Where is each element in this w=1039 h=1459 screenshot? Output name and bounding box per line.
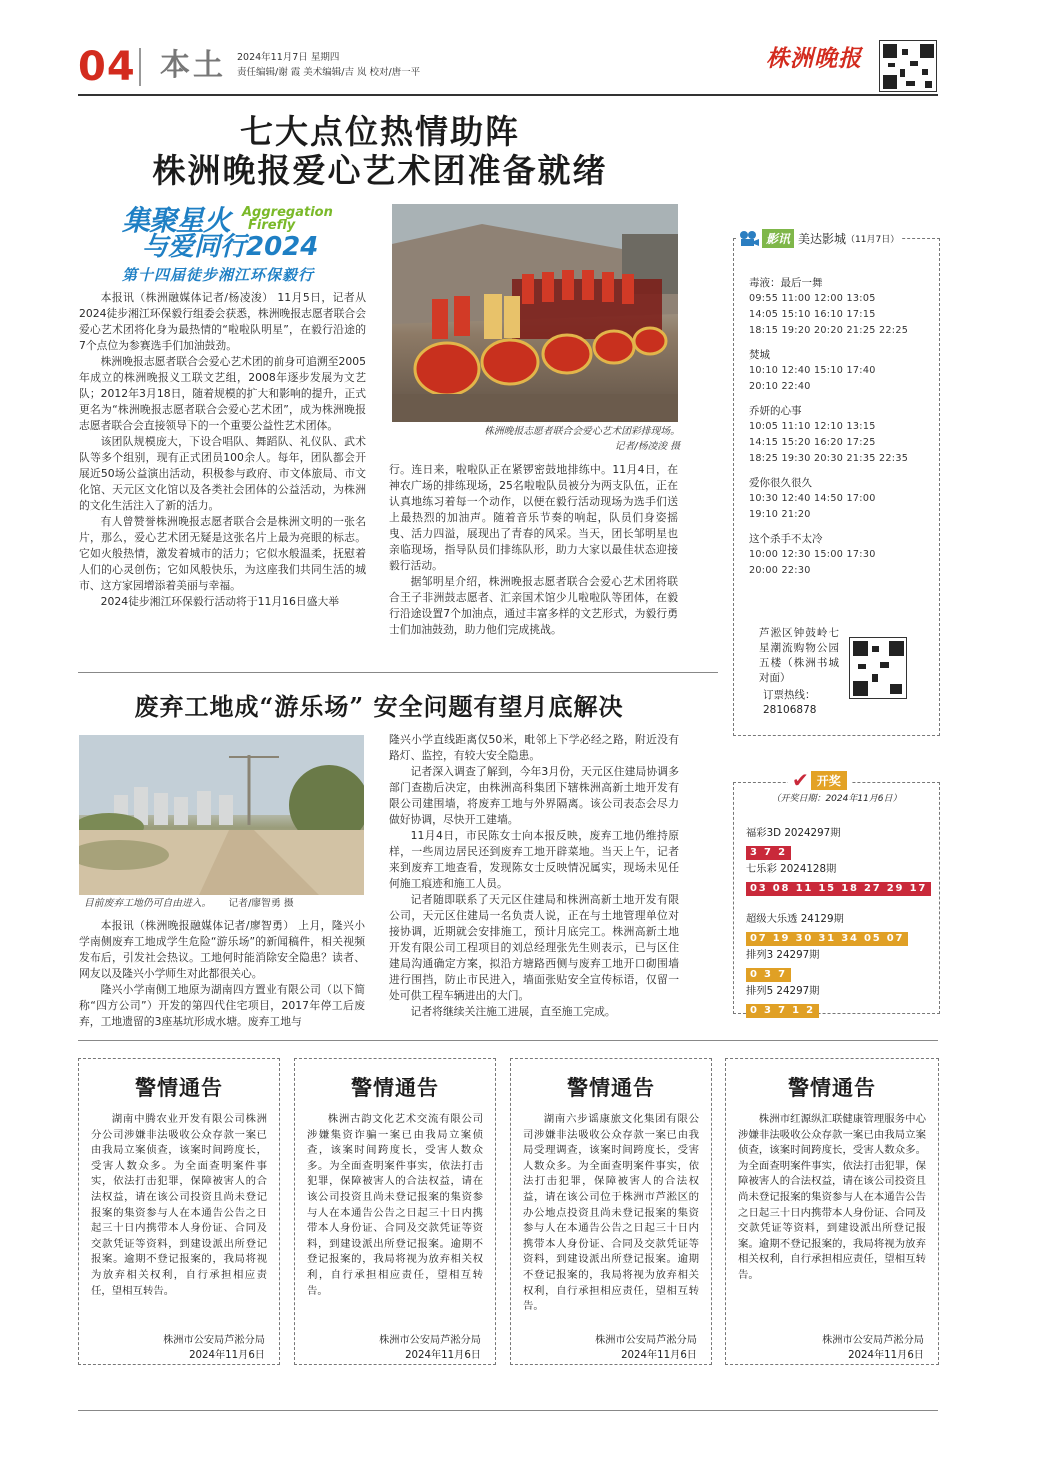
article2-right-column xyxy=(389,732,679,1020)
showtimes: 18:15 19:20 20:20 21:25 22:25 xyxy=(749,325,909,336)
paragraph: 记者将继续关注施工进展，直至施工完成。 xyxy=(410,1005,616,1018)
movie-item xyxy=(749,403,929,467)
notice-signature: 株洲市公安局芦淞分局 xyxy=(379,1335,481,1346)
notice-signature: 株洲市公安局芦淞分局 xyxy=(822,1335,924,1346)
movie-title: 乔妍的心事 xyxy=(749,405,802,417)
movie-title: 毒液：最后一舞 xyxy=(749,277,823,289)
lottery-item xyxy=(746,912,932,946)
section-title: 本土 xyxy=(160,48,226,83)
notice-signature: 株洲市公安局芦淞分局 xyxy=(595,1335,697,1346)
showtimes: 20:00 22:30 xyxy=(749,565,811,576)
section-rule xyxy=(78,672,718,673)
rehearsal-photo-illustration xyxy=(392,204,678,422)
paragraph: 11月4日，市民陈女士向本报反映，废弃工地仍维持原样，一些周边居民还到废弃工地开辟菜地。当天上午，记者来到废弃工地查看，发现陈女士反映情况属实，现场未见任何施工痕迹和施工人员。 xyxy=(389,829,679,890)
photo2-caption: 目前废弃工地仍可自由进入。 记者/廖智勇 摄 xyxy=(84,898,294,909)
showtimes: 10:05 11:10 12:10 13:15 xyxy=(749,421,876,432)
notice-body: 湖南中腾农业开发有限公司株洲分公司涉嫌非法吸收公众存款一案已由我局立案侦查，该案时间跨度长，受害人数众多。为全面查明案件事实，依法打击犯罪，保障被害人的合法权益，请在该公司投资且尚未登记报案的集资参与人在本通告公告之日起三十日内携带本人身份证、合同及交款凭证等资料，到建设派出所登记报案。逾期不登记报案的，我局将视为放弃相关权利，自行承担相应责任，望相互转告。 xyxy=(91,1113,267,1297)
event-logo-title: 集聚星火 xyxy=(122,204,231,237)
photo1-caption: 株洲晚报志愿者联合会爱心艺术团彩排现场。 记者/杨凌浚 摄 xyxy=(484,426,680,452)
editors-line: 责任编辑/谢 霞 美术编辑/吉 岚 校对/唐一平 xyxy=(237,67,421,78)
notices-rule xyxy=(78,1040,938,1041)
notice-date: 2024年11月6日 xyxy=(848,1350,924,1361)
notice-body: 湖南六步谣康旅文化集团有限公司涉嫌非法吸收公众存款一案已由我局受理调查，该案时间跨度长，受害人数众多。为全面查明案件事实，依法打击犯罪，保障被害人的合法权益，请在该公司位于株洲市芦淞区的办公地点投资且尚未登记报案的集资参与人在本通告公告之日起三十日内携带本人身份证、合同及交款凭证等资料，到建设派出所登记报案。逾期不登记报案的，我局将视为放弃相关权利，自行承担相应责任，望相互转告。 xyxy=(523,1113,699,1313)
event-logo-subtitle: 与爱同行2024 xyxy=(142,232,319,262)
police-notice-1 xyxy=(78,1058,280,1365)
police-notice-3 xyxy=(510,1058,712,1365)
movie-list xyxy=(749,275,929,579)
paragraph: 本报讯（株洲融媒体记者/杨凌浚） 11月5日，记者从2024徒步湘江环保毅行组委会获悉，株洲晚报志愿者联合会爱心艺术团将化身为最热情的“啦啦队明星”，在毅行沿途的7个点位为参赛选手们加油鼓劲。 xyxy=(79,291,366,352)
notice-body: 株洲古韵文化艺术交流有限公司涉嫌集资诈骗一案已由我局立案侦查，该案时间跨度长，受害人数众多。为全面查明案件事实，依法打击犯罪，保障被害人的合法权益，请在该公司投资且尚未登记报案的集资参与人在本通告公告之日起三十日内携带本人身份证、合同及交款凭证等资料，到建设派出所登记报案。逾期不登记报案的，我局将视为放弃相关权利，自行承担相应责任，望相互转告。 xyxy=(307,1113,483,1297)
event-logo-tagline: 第十四届徒步湘江环保毅行 xyxy=(122,266,315,284)
paragraph: 株洲晚报志愿者联合会爱心艺术团的前身可追溯至2005年成立的株洲晚报义工联文艺组，2008年逐步发展为文艺队；2012年3月18日，随着规模的扩大和影响的提升，正式更名为“株洲晚报志愿者联合会爱心艺术团”，成为株洲晚报志愿者联合会直接领导下的一个重要公益性艺术团体。 xyxy=(79,355,366,432)
movie-item xyxy=(749,275,929,339)
lottery-number: 0 3 7 1 2 xyxy=(746,1004,819,1018)
event-logo-english: Aggregation Firefly xyxy=(242,205,333,233)
movie-title: 这个杀手不太冷 xyxy=(749,533,823,545)
header-meta xyxy=(237,50,420,80)
construction-site-photo xyxy=(79,735,364,895)
lottery-item xyxy=(746,826,932,860)
page-number: 04 xyxy=(78,44,136,90)
lottery-number: 0 3 7 xyxy=(746,968,791,982)
lottery-list xyxy=(746,826,932,1018)
issue-date: 2024年11月7日 星期四 xyxy=(237,52,340,63)
lottery-name: 七乐彩 2024128期 xyxy=(746,863,837,875)
showtimes: 10:30 12:40 14:50 17:00 xyxy=(749,493,876,504)
notice-title: 警情通告 xyxy=(351,1076,439,1100)
paragraph: 隆兴小学直线距离仅50米，毗邻上下学必经之路，附近没有路灯、监控，有较大安全隐患。 xyxy=(389,733,679,762)
cinema-hotline: 订票热线： 28106878 xyxy=(763,689,817,716)
cinema-date: （11月7日） xyxy=(846,235,900,245)
newspaper-logo: 株洲晚报 xyxy=(766,45,862,72)
police-notice-4 xyxy=(725,1058,939,1365)
paragraph: 据邹明星介绍，株洲晚报志愿者联合会爱心艺术团将联合王子非洲鼓志愿者、汇亲国术馆少儿啦啦队等团体，在毅行沿途设置7个加油点，通过丰富多样的文艺形式，为毅行勇士们加油鼓劲，助力他们完成挑战。 xyxy=(389,575,678,636)
lottery-label: 开奖 xyxy=(811,771,847,790)
notice-title: 警情通告 xyxy=(567,1076,655,1100)
cinema-header xyxy=(736,229,902,248)
lottery-number: 07 19 30 31 34 05 07 xyxy=(746,932,908,946)
lottery-number: 3 7 2 xyxy=(746,846,791,860)
film-camera-icon xyxy=(739,230,759,248)
lottery-header xyxy=(788,770,851,790)
qr-code-icon xyxy=(879,40,937,92)
paragraph: 记者深入调查了解到，今年3月份，天元区住建局协调多部门查勘后决定，由株洲高科集团下辖株洲高新土地开发有限公司建围墙，将废弃工地与外界隔离。该公司表态会尽力做好协调，尽快开工建墙。 xyxy=(389,765,679,826)
checkmark-icon: ✔ xyxy=(792,768,809,792)
article1-title-line2: 株洲晚报爱心艺术团准备就绪 xyxy=(152,151,608,190)
lottery-item xyxy=(746,984,932,1018)
article1-right-column xyxy=(389,462,678,638)
showtimes: 14:05 15:10 16:10 17:15 xyxy=(749,309,876,320)
movie-item xyxy=(749,531,929,579)
notice-title: 警情通告 xyxy=(135,1076,223,1100)
lottery-name: 超级大乐透 24129期 xyxy=(746,913,844,925)
cinema-name: 美达影城 xyxy=(798,232,847,246)
paragraph: 该团队规模庞大，下设合唱队、舞蹈队、礼仪队、武术队等多个组别，现有正式团员100余人。每年，团队都会开展近50场公益演出活动，积极参与政府、市文体旅局、市文化馆、天元区文化馆以及各类社会团体的公益活动，为株洲的文化生活注入了新的活力。 xyxy=(79,435,366,512)
paragraph: 2024徒步湘江环保毅行活动将于11月16日盛大举 xyxy=(100,595,340,608)
article2-title: 废弃工地成“游乐场” 安全问题有望月底解决 xyxy=(134,692,624,721)
lottery-number: 03 08 11 15 18 27 29 17 xyxy=(746,882,931,896)
showtimes: 19:10 21:20 xyxy=(749,509,811,520)
lottery-item xyxy=(746,862,932,896)
paragraph: 记者随即联系了天元区住建局和株洲高新土地开发有限公司，天元区住建局一名负责人说，正在与土地管理单位对接协调，近期就会安排施工，预计月底完工。株洲高新土地开发有限公司工程项目的刘总经理张先生则表示，已与区住建局沟通确定方案，拟沿方塘路西侧与废弃工地开口砌围墙进行围挡，防止市民进入，墙面张贴安全宣传标语，仅留一处可供工程车辆进出的大门。 xyxy=(389,893,679,1002)
lottery-name: 排列5 24297期 xyxy=(746,985,820,997)
notice-date: 2024年11月6日 xyxy=(189,1350,265,1361)
lottery-item xyxy=(746,948,932,982)
header-rule xyxy=(78,94,938,96)
construction-site-illustration xyxy=(79,735,364,895)
header-divider xyxy=(139,48,141,86)
showtimes: 10:10 12:40 15:10 17:40 xyxy=(749,365,876,376)
lottery-name: 排列3 24297期 xyxy=(746,949,820,961)
notice-date: 2024年11月6日 xyxy=(405,1350,481,1361)
article1-title-line1: 七大点位热情助阵 xyxy=(240,112,520,151)
movie-title: 爱你很久很久 xyxy=(749,477,812,489)
police-notice-2 xyxy=(294,1058,496,1365)
movie-item xyxy=(749,475,929,523)
paragraph: 有人曾赞誉株洲晚报志愿者联合会是株洲文明的一张名片，那么，爱心艺术团无疑是这张名片上最为亮眼的标志。它如火般热情，激发着城市的活力；它似水般温柔，抚慰着人们的心灵创伤；它如风般快乐，为这座我们共同生活的城市、这方家园增添着美丽与幸福。 xyxy=(79,515,366,592)
article1-left-column xyxy=(79,290,366,610)
paragraph: 隆兴小学南侧工地原为湖南四方置业有限公司（以下简称“四方公司”）开发的第四代住宅项目，2017年停工后废弃，工地遗留的3座基坑形成水塘。废弃工地与 xyxy=(79,983,365,1028)
cinema-label: 影讯 xyxy=(762,229,794,248)
showtimes: 18:25 19:30 20:30 21:35 22:35 xyxy=(749,453,909,464)
ticket-qr-code-icon xyxy=(849,637,907,699)
rehearsal-photo xyxy=(392,204,678,422)
article2-left-column xyxy=(79,918,365,1030)
movie-item xyxy=(749,347,929,395)
cinema-address: 芦淞区钟鼓岭七星潮流购物公园五楼（株洲书城对面） xyxy=(759,627,839,684)
paragraph: 本报讯（株洲晚报融媒体记者/廖智勇） 上月，隆兴小学南侧废弃工地成学生危险“游乐场”的新闻稿件，相关视频发布后，引发社会热议。工地何时能消除安全隐患？读者、网友以及隆兴小学师生对此都很关心。 xyxy=(79,919,365,980)
notice-signature: 株洲市公安局芦淞分局 xyxy=(163,1335,265,1346)
lottery-date: （开奖日期：2024年11月6日） xyxy=(771,794,902,804)
notice-body: 株洲市红源纵汇联健康管理服务中心涉嫌非法吸收公众存款一案已由我局立案侦查，该案时间跨度长，受害人数众多。为全面查明案件事实，依法打击犯罪，保障被害人的合法权益，请在该公司投资且尚未登记报案的集资参与人在本通告公告之日起三十日内携带本人身份证、合同及交款凭证等资料，到建设派出所登记报案。逾期不登记报案的，我局将视为放弃相关权利，自行承担相应责任，望相互转告。 xyxy=(738,1113,926,1281)
movie-title: 焚城 xyxy=(749,349,770,361)
showtimes: 09:55 11:00 12:00 13:05 xyxy=(749,293,876,304)
notice-title: 警情通告 xyxy=(788,1076,876,1100)
notice-date: 2024年11月6日 xyxy=(621,1350,697,1361)
footer-rule xyxy=(78,1410,938,1411)
lottery-name: 福彩3D 2024297期 xyxy=(746,827,841,839)
showtimes: 14:15 15:20 16:20 17:25 xyxy=(749,437,876,448)
showtimes: 10:00 12:30 15:00 17:30 xyxy=(749,549,876,560)
paragraph: 行。连日来，啦啦队正在紧锣密鼓地排练中。11月4日，在神农广场的排练现场，25名啦啦队员被分为两支队伍，正在认真地练习着每一个动作，以便在毅行活动现场为选手们送上最热烈的加油声。随着音乐节奏的响起，队员们身姿摇曳、活力四溢，展现出了青春的风采。当天，团长邹明星也亲临现场，指导队员们排练队形，助力大家以最佳状态迎接毅行活动。 xyxy=(389,463,678,572)
showtimes: 20:10 22:40 xyxy=(749,381,811,392)
